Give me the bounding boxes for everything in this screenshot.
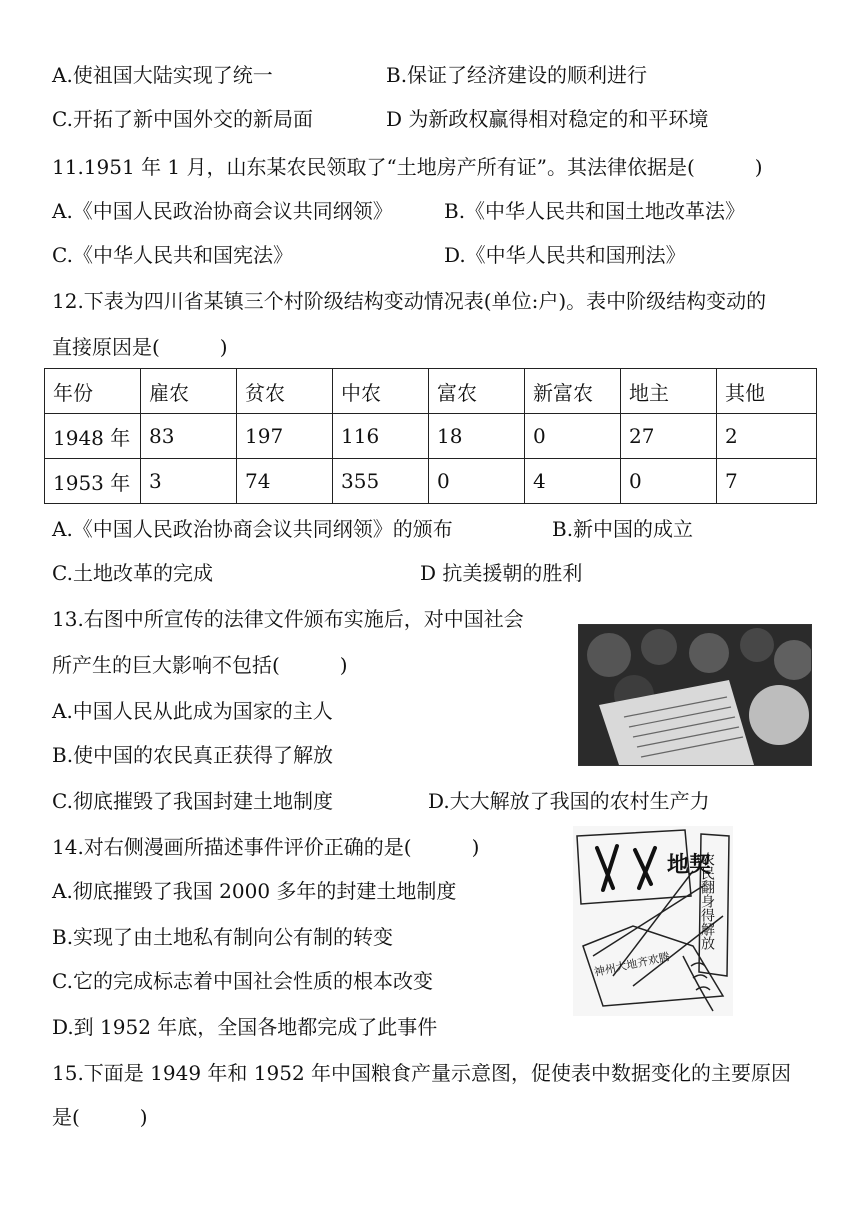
table-cell: 0 — [621, 459, 717, 504]
table-header-cell: 其他 — [717, 369, 817, 414]
q12-option-a[interactable]: A.《中国人民政治协商会议共同纲领》的颁布 — [52, 517, 453, 541]
q12-class-structure-table — [44, 368, 817, 504]
table-cell: 4 — [525, 459, 621, 504]
table-cell: 3 — [141, 459, 237, 504]
q14-stem: 14.对右侧漫画所描述事件评价正确的是( ) — [52, 835, 480, 859]
table-header-cell: 地主 — [621, 369, 717, 414]
table-cell: 116 — [333, 414, 429, 459]
table-cell: 27 — [621, 414, 717, 459]
q12-option-d[interactable]: D 抗美援朝的胜利 — [420, 561, 583, 585]
table-header-cell: 新富农 — [525, 369, 621, 414]
table-cell: 1948 年 — [45, 414, 141, 459]
q13-stem-line2: 所产生的巨大影响不包括( ) — [52, 653, 348, 677]
q13-option-a[interactable]: A.中国人民从此成为国家的主人 — [52, 699, 333, 723]
q11-option-a[interactable]: A.《中国人民政治协商会议共同纲领》 — [52, 199, 393, 223]
q14-option-c[interactable]: C.它的完成标志着中国社会性质的根本改变 — [52, 969, 433, 993]
table-cell: 0 — [429, 459, 525, 504]
table-header-row — [45, 369, 817, 414]
q13-option-c[interactable]: C.彻底摧毁了我国封建土地制度 — [52, 789, 333, 813]
table-header-cell: 富农 — [429, 369, 525, 414]
table-header-cell: 中农 — [333, 369, 429, 414]
q13-land-reform-photo — [578, 624, 812, 766]
table-cell: 197 — [237, 414, 333, 459]
cartoon-illustration — [573, 826, 733, 1016]
crowd-photo-illustration — [579, 625, 811, 765]
q11-option-b[interactable]: B.《中华人民共和国土地改革法》 — [444, 199, 746, 223]
q12-stem-line1: 12.下表为四川省某镇三个村阶级结构变动情况表(单位:户)。表中阶级结构变动的 — [52, 289, 767, 313]
cartoon-side-text: 农民翻身得解放 — [699, 852, 715, 950]
q13-stem-line1: 13.右图中所宣传的法律文件颁布实施后，对中国社会 — [52, 607, 524, 631]
table-cell: 74 — [237, 459, 333, 504]
q14-option-b[interactable]: B.实现了由土地私有制向公有制的转变 — [52, 925, 394, 949]
q13-option-d[interactable]: D.大大解放了我国的农村生产力 — [428, 789, 710, 813]
table-header-cell: 年份 — [45, 369, 141, 414]
q14-option-a[interactable]: A.彻底摧毁了我国 2000 多年的封建土地制度 — [52, 879, 457, 903]
table-row — [45, 414, 817, 459]
table-cell: 7 — [717, 459, 817, 504]
q10-option-d[interactable]: D 为新政权赢得相对稳定的和平环境 — [386, 107, 709, 131]
q11-option-d[interactable]: D.《中华人民共和国刑法》 — [444, 243, 686, 267]
table-cell: 0 — [525, 414, 621, 459]
table-cell: 1953 年 — [45, 459, 141, 504]
table-header-cell: 雇农 — [141, 369, 237, 414]
table-cell: 18 — [429, 414, 525, 459]
cartoon-ribbon-text: 神州大地齐欢腾 — [592, 950, 671, 979]
q10-option-b[interactable]: B.保证了经济建设的顺利进行 — [386, 63, 648, 87]
table-cell: 355 — [333, 459, 429, 504]
q15-stem-line2: 是( ) — [52, 1105, 148, 1129]
q11-stem: 11.1951 年 1 月，山东某农民领取了“土地房产所有证”。其法律依据是( ) — [52, 155, 763, 179]
q12-stem-line2: 直接原因是( ) — [52, 335, 228, 359]
q10-option-a[interactable]: A.使祖国大陆实现了统一 — [52, 63, 273, 87]
table-cell: 2 — [717, 414, 817, 459]
table-header-cell: 贫农 — [237, 369, 333, 414]
q14-option-d[interactable]: D.到 1952 年底，全国各地都完成了此事件 — [52, 1015, 438, 1039]
q10-option-c[interactable]: C.开拓了新中国外交的新局面 — [52, 107, 313, 131]
q15-stem-line1: 15.下面是 1949 年和 1952 年中国粮食产量示意图，促使表中数据变化的主要原因 — [52, 1061, 792, 1085]
cartoon-title-text: 地契 — [667, 852, 712, 878]
q14-land-reform-cartoon — [573, 826, 733, 1016]
q13-option-b[interactable]: B.使中国的农民真正获得了解放 — [52, 743, 334, 767]
q11-option-c[interactable]: C.《中华人民共和国宪法》 — [52, 243, 293, 267]
table-cell: 83 — [141, 414, 237, 459]
q12-option-b[interactable]: B.新中国的成立 — [552, 517, 694, 541]
table-row — [45, 459, 817, 504]
q12-option-c[interactable]: C.土地改革的完成 — [52, 561, 213, 585]
